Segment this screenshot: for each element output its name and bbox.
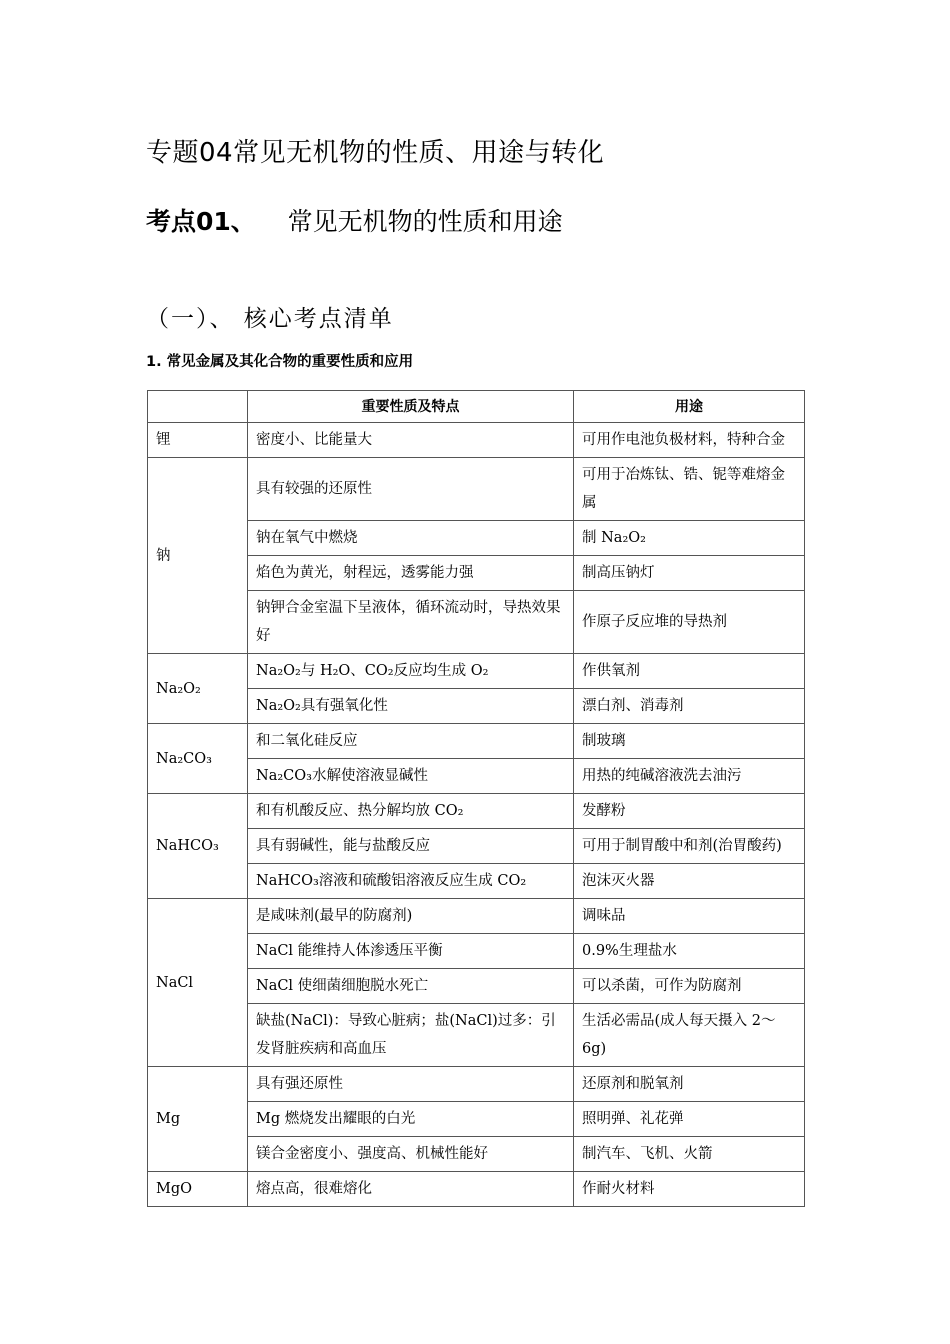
- document-title: 专题04常见无机物的性质、用途与转化: [146, 138, 605, 168]
- header-uses: 用途: [574, 391, 805, 423]
- property-cell: 焰色为黄光，射程远，透雾能力强: [248, 556, 574, 591]
- use-cell: 0.9%生理盐水: [574, 934, 805, 969]
- table-row: [148, 654, 805, 689]
- table-heading: 1. 常见金属及其化合物的重要性质和应用: [146, 354, 414, 370]
- use-cell: 发酵粉: [574, 794, 805, 829]
- header-substance: [148, 391, 248, 423]
- property-cell: 具有较强的还原性: [248, 458, 574, 521]
- use-cell: 可用于冶炼钛、锆、铌等难熔金属: [574, 458, 805, 521]
- table-row: [148, 423, 805, 458]
- property-cell: Mg 燃烧发出耀眼的白光: [248, 1102, 574, 1137]
- use-cell: 用热的纯碱溶液洗去油污: [574, 759, 805, 794]
- table-row: [148, 1067, 805, 1102]
- table-row: [148, 899, 805, 934]
- property-cell: 钠钾合金室温下呈液体，循环流动时，导热效果好: [248, 591, 574, 654]
- property-cell: 密度小、比能量大: [248, 423, 574, 458]
- property-cell: Na₂O₂与 H₂O、CO₂反应均生成 O₂: [248, 654, 574, 689]
- use-cell: 还原剂和脱氧剂: [574, 1067, 805, 1102]
- property-cell: NaCl 能维持人体渗透压平衡: [248, 934, 574, 969]
- use-cell: 制高压钠灯: [574, 556, 805, 591]
- header-properties: 重要性质及特点: [248, 391, 574, 423]
- property-cell: 和二氧化硅反应: [248, 724, 574, 759]
- use-cell: 泡沫灭火器: [574, 864, 805, 899]
- table-row: [148, 458, 805, 521]
- use-cell: 生活必需品(成人每天摄入 2～6g): [574, 1004, 805, 1067]
- substance-cell: 钠: [148, 458, 248, 654]
- use-cell: 制玻璃: [574, 724, 805, 759]
- property-cell: 镁合金密度小、强度高、机械性能好: [248, 1137, 574, 1172]
- property-cell: 具有强还原性: [248, 1067, 574, 1102]
- section-label: 考点01、: [146, 207, 256, 236]
- use-cell: 可用作电池负极材料，特种合金: [574, 423, 805, 458]
- property-cell: 熔点高，很难熔化: [248, 1172, 574, 1207]
- use-cell: 作原子反应堆的导热剂: [574, 591, 805, 654]
- section-heading: [146, 202, 563, 238]
- use-cell: 制汽车、飞机、火箭: [574, 1137, 805, 1172]
- substance-cell: NaCl: [148, 899, 248, 1067]
- use-cell: 可以杀菌，可作为防腐剂: [574, 969, 805, 1004]
- use-cell: 照明弹、礼花弹: [574, 1102, 805, 1137]
- substance-cell: Na₂O₂: [148, 654, 248, 724]
- property-cell: 钠在氧气中燃烧: [248, 521, 574, 556]
- use-cell: 作供氧剂: [574, 654, 805, 689]
- property-cell: 是咸味剂(最早的防腐剂): [248, 899, 574, 934]
- table-row: [148, 724, 805, 759]
- use-cell: 作耐火材料: [574, 1172, 805, 1207]
- property-cell: 具有弱碱性，能与盐酸反应: [248, 829, 574, 864]
- table-header-row: [148, 391, 805, 423]
- use-cell: 调味品: [574, 899, 805, 934]
- subsection-heading: （一）、 核心考点清单: [146, 306, 394, 332]
- properties-table: [147, 390, 805, 1207]
- property-cell: 缺盐(NaCl)：导致心脏病；盐(NaCl)过多：引发肾脏疾病和高血压: [248, 1004, 574, 1067]
- property-cell: NaHCO₃溶液和硫酸铝溶液反应生成 CO₂: [248, 864, 574, 899]
- property-cell: NaCl 使细菌细胞脱水死亡: [248, 969, 574, 1004]
- property-cell: Na₂CO₃水解使溶液显碱性: [248, 759, 574, 794]
- table-row: [148, 794, 805, 829]
- substance-cell: NaHCO₃: [148, 794, 248, 899]
- substance-cell: Mg: [148, 1067, 248, 1172]
- property-cell: 和有机酸反应、热分解均放 CO₂: [248, 794, 574, 829]
- use-cell: 漂白剂、消毒剂: [574, 689, 805, 724]
- use-cell: 可用于制胃酸中和剂(治胃酸药): [574, 829, 805, 864]
- substance-cell: MgO: [148, 1172, 248, 1207]
- property-cell: Na₂O₂具有强氧化性: [248, 689, 574, 724]
- table-body: [148, 423, 805, 1207]
- section-title: 常见无机物的性质和用途: [287, 207, 563, 236]
- substance-cell: 锂: [148, 423, 248, 458]
- use-cell: 制 Na₂O₂: [574, 521, 805, 556]
- table-row: [148, 1172, 805, 1207]
- substance-cell: Na₂CO₃: [148, 724, 248, 794]
